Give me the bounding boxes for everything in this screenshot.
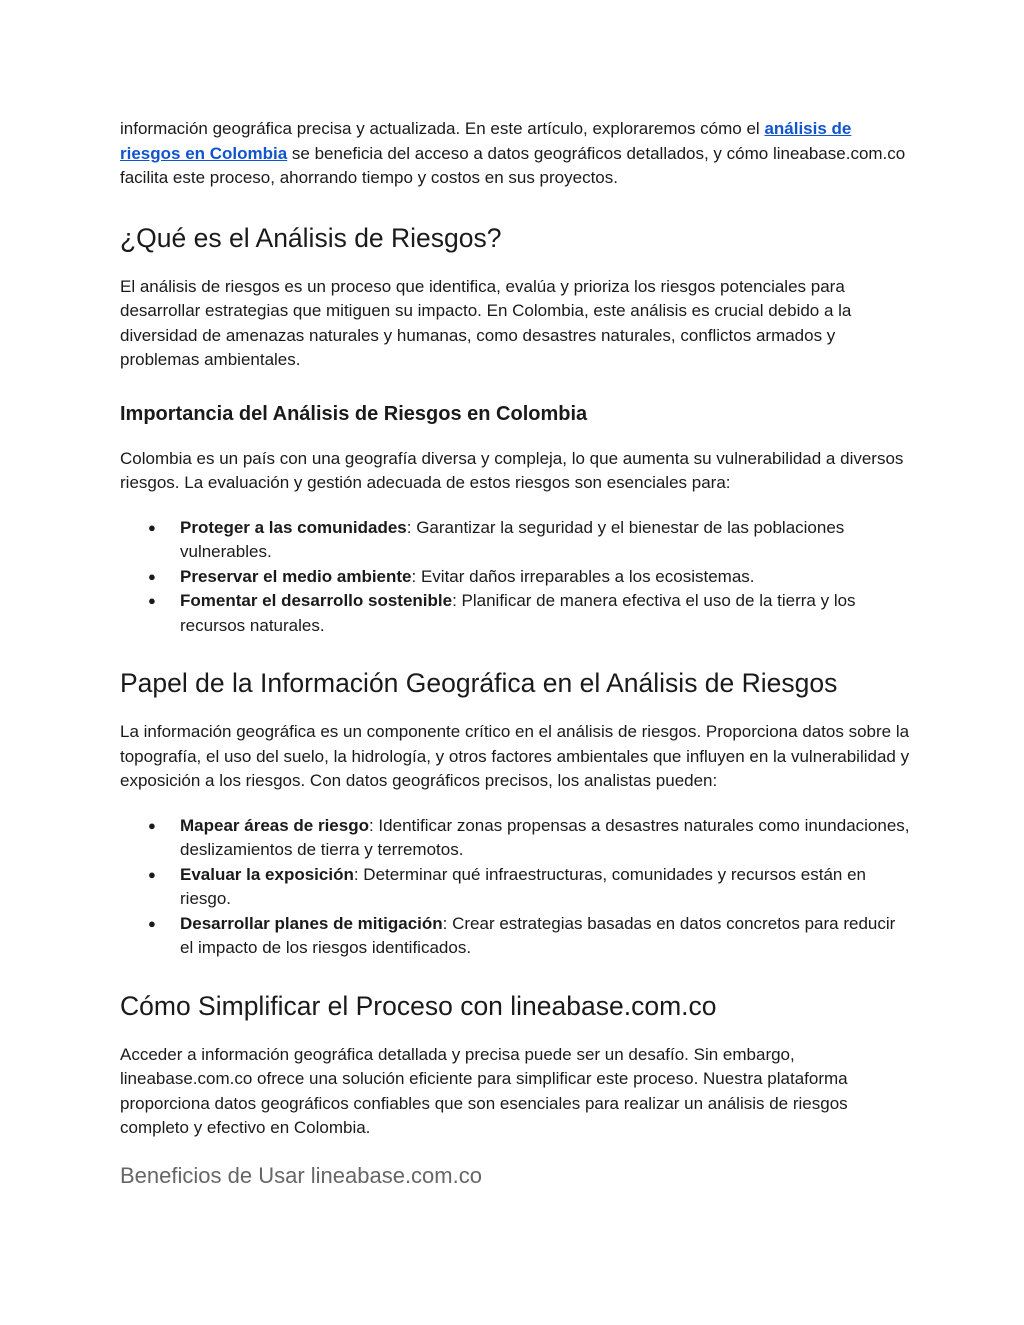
- papel-list: [120, 814, 910, 961]
- bullet-icon: ●: [148, 817, 156, 833]
- document-page: [120, 117, 910, 1191]
- list-item-text: : Evitar daños irreparables a los ecosistemas.: [411, 566, 755, 586]
- list-item-text: : Identificar zonas propensas a desastres naturales como inundaciones, deslizamientos de tierra y terremotos.: [180, 815, 910, 859]
- paragraph-papel-informacion: La información geográfica es un componente crítico en el análisis de riesgos. Proporciona datos sobre la topografía, el uso del suelo, la hidrología, y otros factores ambientales que influyen en la vulnerabilidad y exposición a los riesgos. Con datos geográficos precisos, los analistas pueden:: [120, 722, 910, 790]
- intro-text-post: se beneficia del acceso a datos geográficos detallados, y cómo lineabase.com.co facilita este proceso, ahorrando tiempo y costos en sus proyectos.: [120, 143, 906, 187]
- list-item-bold: Evaluar la exposición: [180, 864, 354, 884]
- heading-que-es-analisis: ¿Qué es el Análisis de Riesgos?: [120, 222, 502, 253]
- bullet-icon: ●: [148, 593, 156, 608]
- bullet-icon: ●: [148, 866, 156, 882]
- analisis-riesgos-link[interactable]: análisis de riesgos en Colombia: [120, 119, 852, 163]
- list-item-bold: Proteger a las comunidades: [180, 517, 407, 537]
- list-item-text: : Determinar qué infraestructuras, comunidades y recursos están en riesgo.: [180, 864, 866, 908]
- list-item: [120, 863, 910, 912]
- list-item-text: : Crear estrategias basadas en datos concretos para reducir el impacto de los riesgos identificados.: [180, 913, 896, 957]
- list-item: [120, 912, 910, 961]
- bullet-icon: ●: [148, 915, 156, 931]
- list-item: [120, 516, 910, 565]
- paragraph-como-simplificar: Acceder a información geográfica detallada y precisa puede ser un desafío. Sin embargo, lineabase.com.co ofrece una solución eficiente para simplificar este proceso. Nuestra plataforma proporciona datos geográficos confiables que son esenciales para realizar un análisis de riesgos completo y efectivo en Colombia.: [120, 1044, 848, 1137]
- heading-beneficios: Beneficios de Usar lineabase.com.co: [120, 1162, 482, 1188]
- list-item-bold: Fomentar el desarrollo sostenible: [180, 591, 453, 610]
- paragraph-que-es-analisis: El análisis de riesgos es un proceso que identifica, evalúa y prioriza los riesgos potenciales para desarrollar estrategias que mitiguen su impacto. En Colombia, este análisis es crucial debido a la diversidad de amenazas naturales y humanas, como desastres naturales, conflictos armados y problemas ambientales.: [120, 276, 852, 369]
- list-item-bold: Mapear áreas de riesgo: [180, 815, 369, 835]
- bullet-icon: ●: [148, 519, 156, 535]
- list-item: [120, 565, 910, 590]
- heading-papel-informacion: Papel de la Información Geográfica en el Análisis de Riesgos: [120, 668, 838, 698]
- importancia-list: [120, 516, 910, 639]
- paragraph-importancia: Colombia es un país con una geografía diversa y compleja, lo que aumenta su vulnerabilidad a diversos riesgos. La evaluación y gestión adecuada de estos riesgos son esenciales para:: [120, 448, 904, 492]
- intro-text-pre: información geográfica precisa y actualizada. En este artículo, exploraremos cómo el: [120, 119, 765, 138]
- list-item: [120, 589, 910, 638]
- list-item-bold: Preservar el medio ambiente: [180, 566, 412, 586]
- bullet-icon: ●: [148, 568, 156, 584]
- list-item-text: : Planificar de manera efectiva el uso de la tierra y los recursos naturales.: [180, 591, 856, 635]
- heading-importancia: Importancia del Análisis de Riesgos en Colombia: [120, 402, 588, 425]
- list-item-text: : Garantizar la seguridad y el bienestar de las poblaciones vulnerables.: [180, 517, 845, 561]
- intro-paragraph: [120, 117, 910, 191]
- list-item: [120, 814, 910, 863]
- list-item-bold: Desarrollar planes de mitigación: [180, 913, 443, 933]
- heading-como-simplificar: Cómo Simplificar el Proceso con lineabase.com.co: [120, 990, 717, 1021]
